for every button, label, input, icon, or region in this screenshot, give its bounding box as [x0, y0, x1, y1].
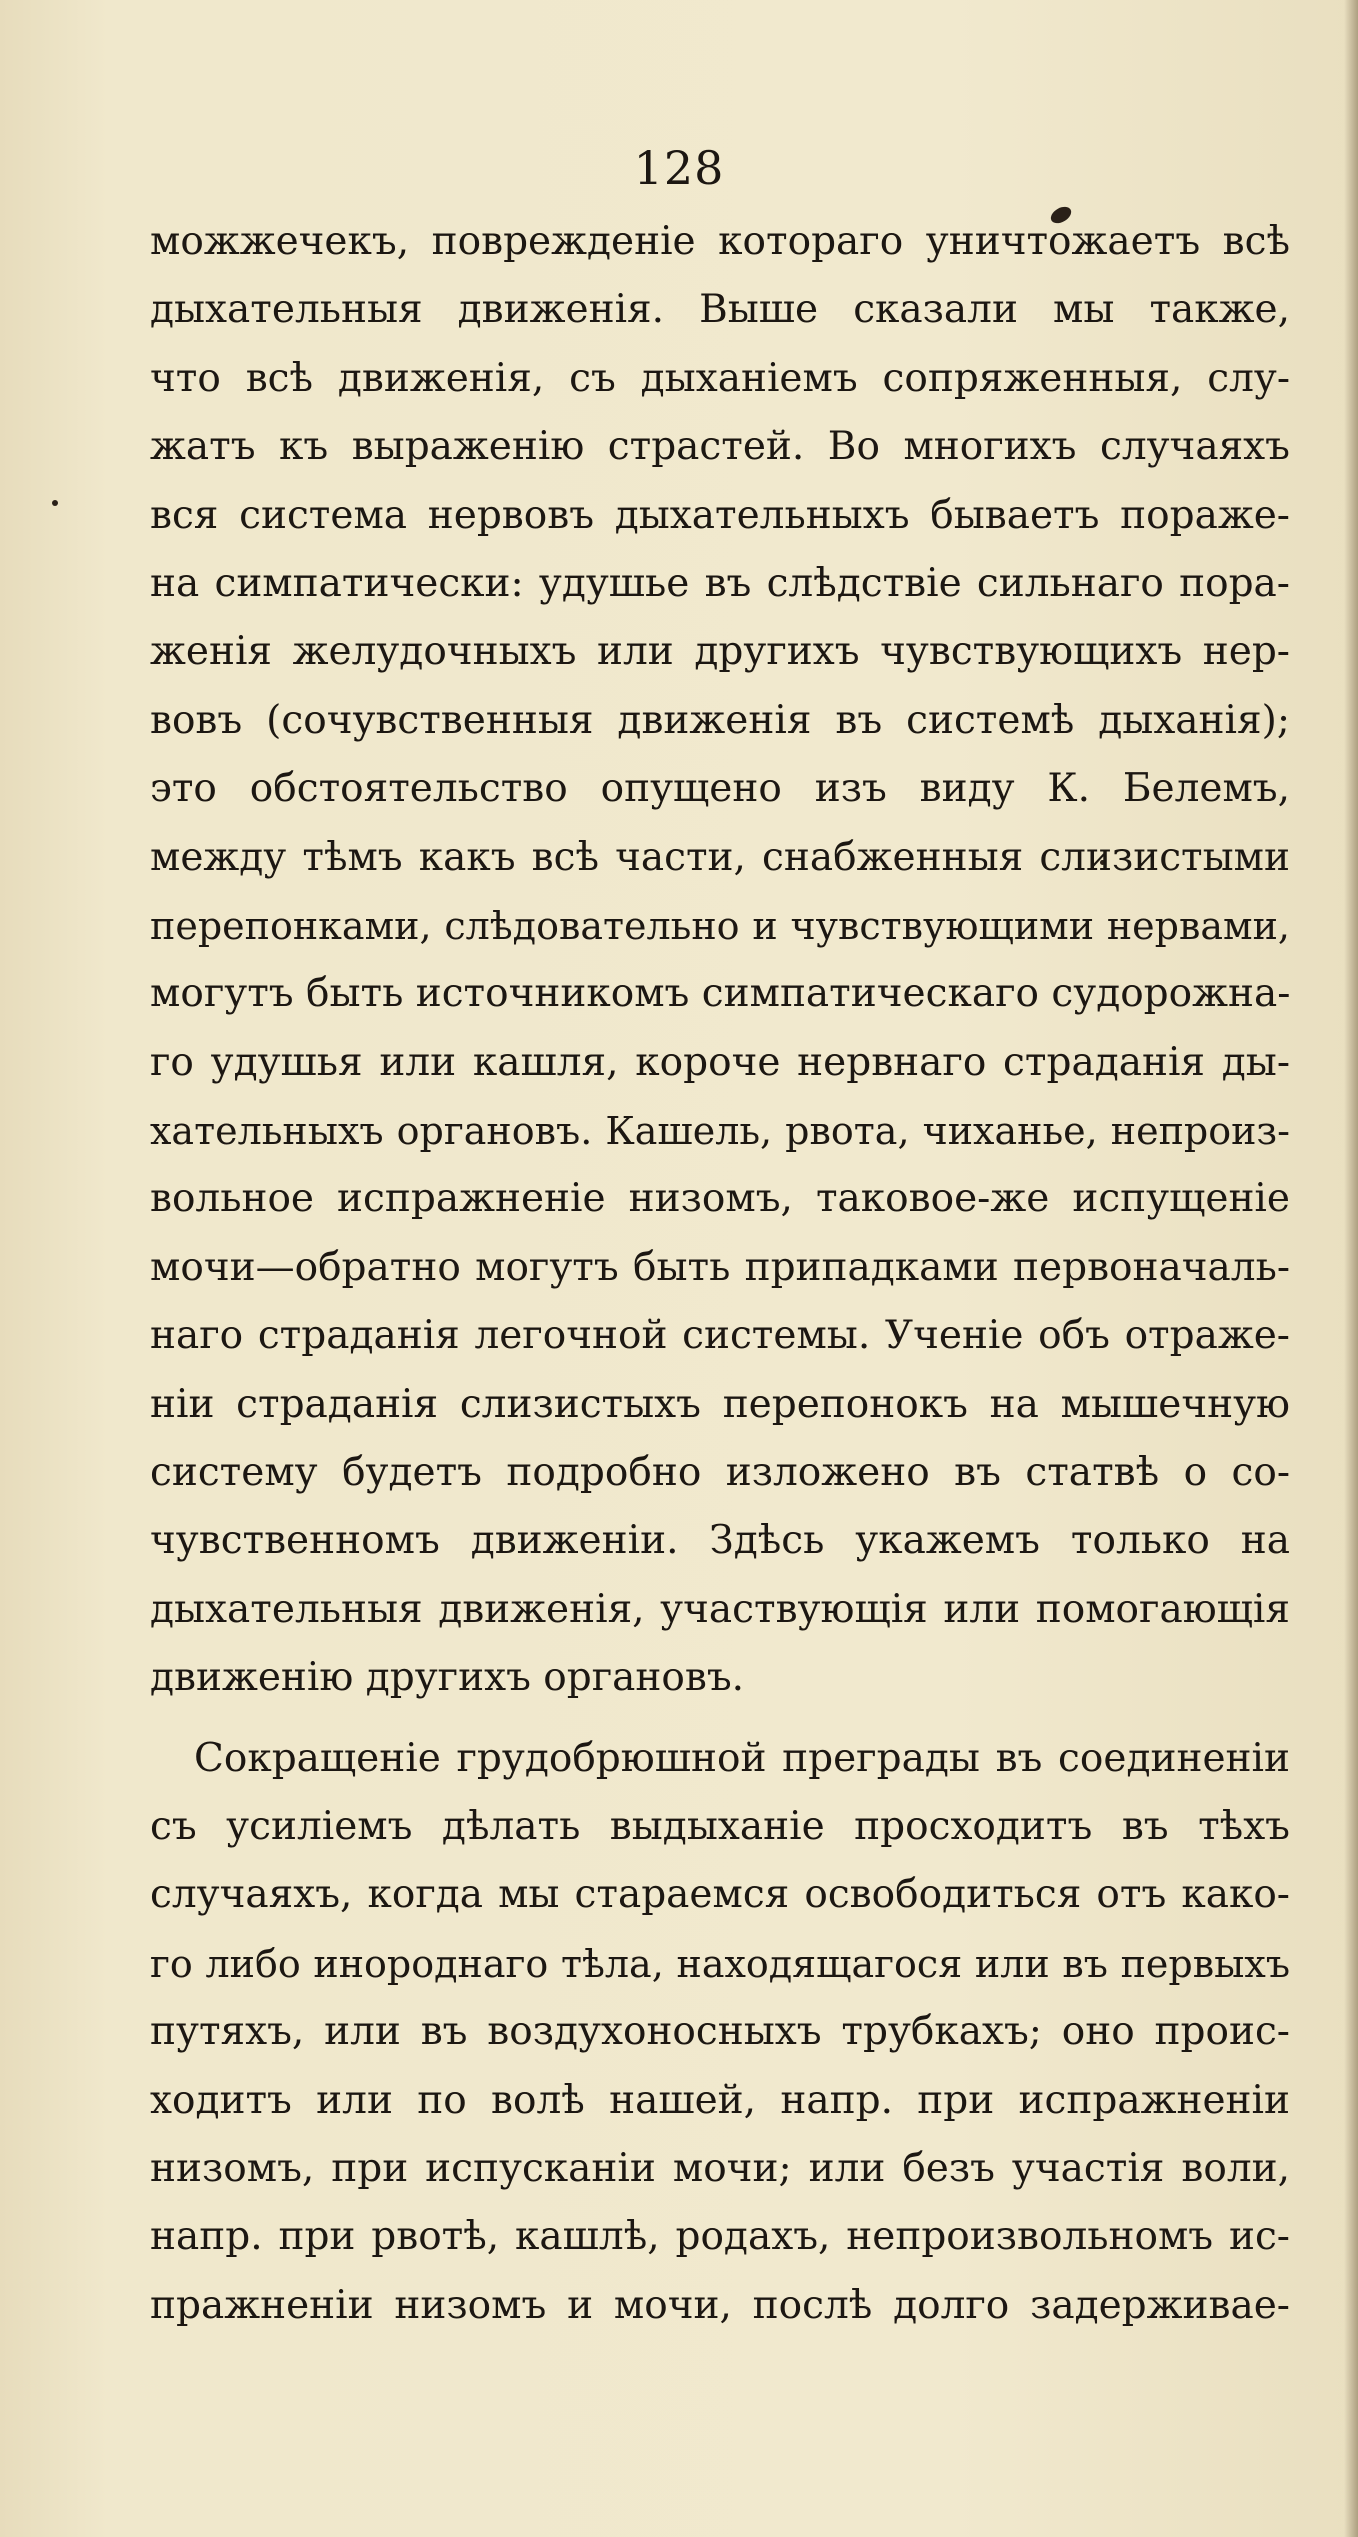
text-line: пражненіи низомъ и мочи, послѣ долго задерживае-	[150, 2282, 1290, 2328]
text-line: вся система нервовъ дыхательныхъ бываетъ пораже-	[150, 492, 1290, 538]
text-line: хательныхъ органовъ. Кашель, рвота, чиханье, непроиз-	[150, 1109, 1290, 1154]
text-line: ходитъ или по волѣ нашей, напр. при испражненіи	[150, 2077, 1290, 2123]
text-line: женія желудочныхъ или другихъ чувствующихъ нер-	[150, 629, 1290, 675]
text-line: чувственномъ движеніи. Здѣсь укажемъ только на	[150, 1518, 1290, 1564]
text-line: съ усиліемъ дѣлать выдыханіе просходитъ въ тѣхъ	[150, 1803, 1290, 1849]
paragraph-gap	[150, 1713, 1290, 1725]
text-line: го либо инороднаго тѣла, находящагося или въ первыхъ	[150, 1941, 1290, 1986]
text-line: можжечекъ, поврежденіе котораго уничтожаетъ всѣ	[150, 219, 1290, 264]
text-line: между тѣмъ какъ всѣ части, снабженныя слизистыми	[150, 834, 1290, 880]
text-line: случаяхъ, когда мы стараемся освободиться отъ како-	[150, 1872, 1290, 1918]
text-line: го удушья или кашля, короче нервнаго страданія ды-	[150, 1039, 1290, 1085]
text-line: Сокращеніе грудобрюшной преграды въ соединеніи	[194, 1735, 1290, 1781]
page-number: 128	[633, 141, 725, 195]
text-line: низомъ, при испусканіи мочи; или безъ участія воли,	[150, 2145, 1290, 2191]
text-line: напр. при рвотѣ, кашлѣ, родахъ, непроизвольномъ ис-	[150, 2214, 1290, 2260]
text-line: движенію другихъ органовъ.	[150, 1655, 745, 1701]
text-line: путяхъ, или въ воздухоносныхъ трубкахъ; оно проис-	[150, 2009, 1290, 2055]
text-line: могутъ быть источникомъ симпатическаго судорожна-	[150, 971, 1291, 1017]
text-line: перепонками, слѣдовательно и чувствующими нервами,	[150, 903, 1290, 948]
text-line: вовъ (сочувственныя движенія въ системѣ дыханія);	[150, 697, 1290, 743]
text-line: вольное испражненіе низомъ, таковое-же испущеніе	[150, 1176, 1290, 1222]
text-line: жатъ къ выраженію страстей. Во многихъ случаяхъ	[150, 424, 1290, 470]
text-line: дыхательныя движенія. Выше сказали мы также,	[150, 287, 1290, 333]
ink-speck	[52, 500, 58, 506]
text-line: систему будетъ подробно изложено въ статвѣ о со-	[150, 1450, 1290, 1496]
text-line: ніи страданія слизистыхъ перепонокъ на мышечную	[150, 1381, 1290, 1427]
text-line: мочи—обратно могутъ быть припадками первоначаль-	[150, 1244, 1290, 1290]
text-line: наго страданія легочной системы. Ученіе объ отраже-	[150, 1313, 1290, 1359]
text-line: на симпатически: удушье въ слѣдствіе сильнаго пора-	[150, 560, 1290, 606]
text-line: что всѣ движенія, съ дыханіемъ сопряженныя, слу-	[150, 355, 1290, 401]
text-line: это обстоятельство опущено изъ виду К. Белемъ,	[150, 766, 1290, 812]
text-line: дыхательныя движенія, участвующія или помогающія	[150, 1586, 1290, 1632]
page-edge-shadow	[1344, 0, 1358, 2537]
body-text	[150, 208, 1290, 2340]
